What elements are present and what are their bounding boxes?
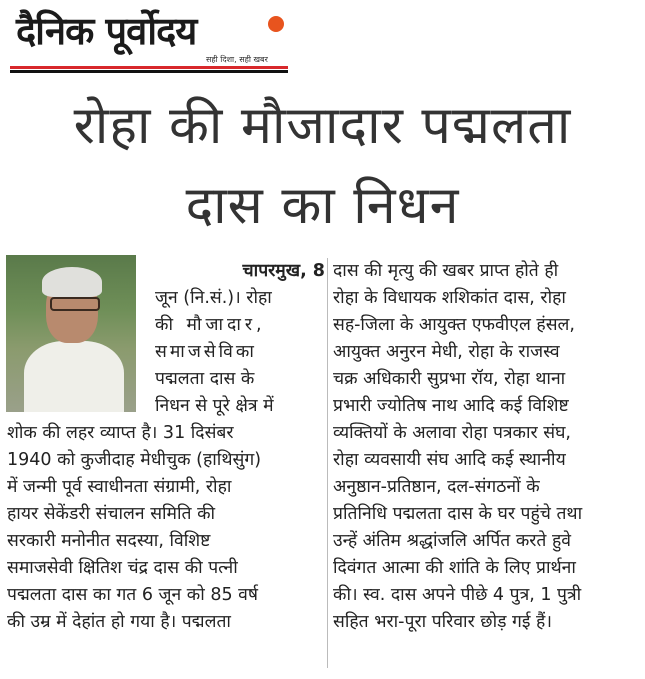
article-body-line: सह-जिला के आयुक्त एफवीएल हंसल, xyxy=(333,315,575,335)
photo-figure-hair xyxy=(42,267,102,297)
article-body-line: पद्मलता दास का गत 6 जून को 85 वर्ष xyxy=(7,585,259,605)
masthead-rule-black xyxy=(10,70,288,73)
article-body-line: प्रतिनिधि पद्मलता दास के घर पहुंचे तथा xyxy=(333,504,583,524)
article-dateline: चापरमुख, 8 xyxy=(242,261,325,281)
article-body-line: प्रभारी ज्योतिष नाथ आदि कई विशिष्ट xyxy=(333,396,569,416)
article-body-line: की। स्व. दास अपने पीछे 4 पुत्र, 1 पुत्री xyxy=(333,585,582,605)
article-body-line: चक्र अधिकारी सुप्रभा रॉय, रोहा थाना xyxy=(333,369,566,389)
article-intro-line: निधन से पूरे क्षेत्र में xyxy=(155,396,274,416)
masthead-rule-red xyxy=(10,66,288,69)
article-body-line: सहित भरा-पूरा परिवार छोड़ गई हैं। xyxy=(333,612,552,632)
article-body-line: आयुक्त अनुरन मेधी, रोहा के राजस्व xyxy=(333,342,560,362)
masthead xyxy=(10,4,310,76)
portrait-photo xyxy=(6,255,136,412)
article-intro-line: पद्मलता दास के xyxy=(155,369,255,389)
article-body-line: शोक की लहर व्याप्त है। 31 दिसंबर xyxy=(7,423,234,443)
article-body-line: हायर सेकेंडरी संचालन समिति की xyxy=(7,504,216,524)
article-body-line: रोहा व्यवसायी संघ आदि कई स्थानीय xyxy=(333,450,566,470)
article-body-line: दास की मृत्यु की खबर प्राप्त होते ही xyxy=(333,261,559,281)
article-body-line: उन्हें अंतिम श्रद्धांजलि अर्पित करते हुवे xyxy=(333,531,571,551)
article-body-line: रोहा के विधायक शशिकांत दास, रोहा xyxy=(333,288,566,308)
article-intro-column xyxy=(155,258,325,420)
article-body-line: 1940 को कुजीदाह मेधीचुक (हाथिसुंग) xyxy=(7,450,262,470)
photo-figure-body xyxy=(24,341,124,412)
headline-line-1: रोहा की मौजादार पद्मलता xyxy=(73,96,572,156)
masthead-title: दैनिक पूर्वोदय xyxy=(16,9,197,53)
article-body-line: दिवंगत आत्मा की शांति के लिए प्रार्थना xyxy=(333,558,576,578)
photo-figure-glasses xyxy=(50,297,100,311)
article-intro-line: जून (नि.सं.)। रोहा xyxy=(155,288,272,308)
article-intro-line: की मौजादार, xyxy=(155,315,266,335)
article-body-line: समाजसेवी क्षितिश चंद्र दास की पत्नी xyxy=(7,558,238,578)
article-left-column xyxy=(7,420,325,636)
masthead-tagline: सही दिशा, सही खबर xyxy=(206,55,268,64)
column-divider xyxy=(327,258,328,668)
article-intro-line: समाजसेविका xyxy=(155,342,257,362)
masthead-sun-icon xyxy=(268,16,284,32)
headline-line-2: दास का निधन xyxy=(185,176,460,236)
article-body-line: में जन्मी पूर्व स्वाधीनता संग्रामी, रोहा xyxy=(7,477,232,497)
article-body-line: अनुष्ठान-प्रतिष्ठान, दल-संगठनों के xyxy=(333,477,540,497)
article-body-line: व्यक्तियों के अलावा रोहा पत्रकार संघ, xyxy=(333,423,571,443)
article-body-line: की उम्र में देहांत हो गया है। पद्मलता xyxy=(7,612,231,632)
article-body-line: सरकारी मनोनीत सदस्या, विशिष्ट xyxy=(7,531,211,551)
article-right-column xyxy=(333,258,643,636)
